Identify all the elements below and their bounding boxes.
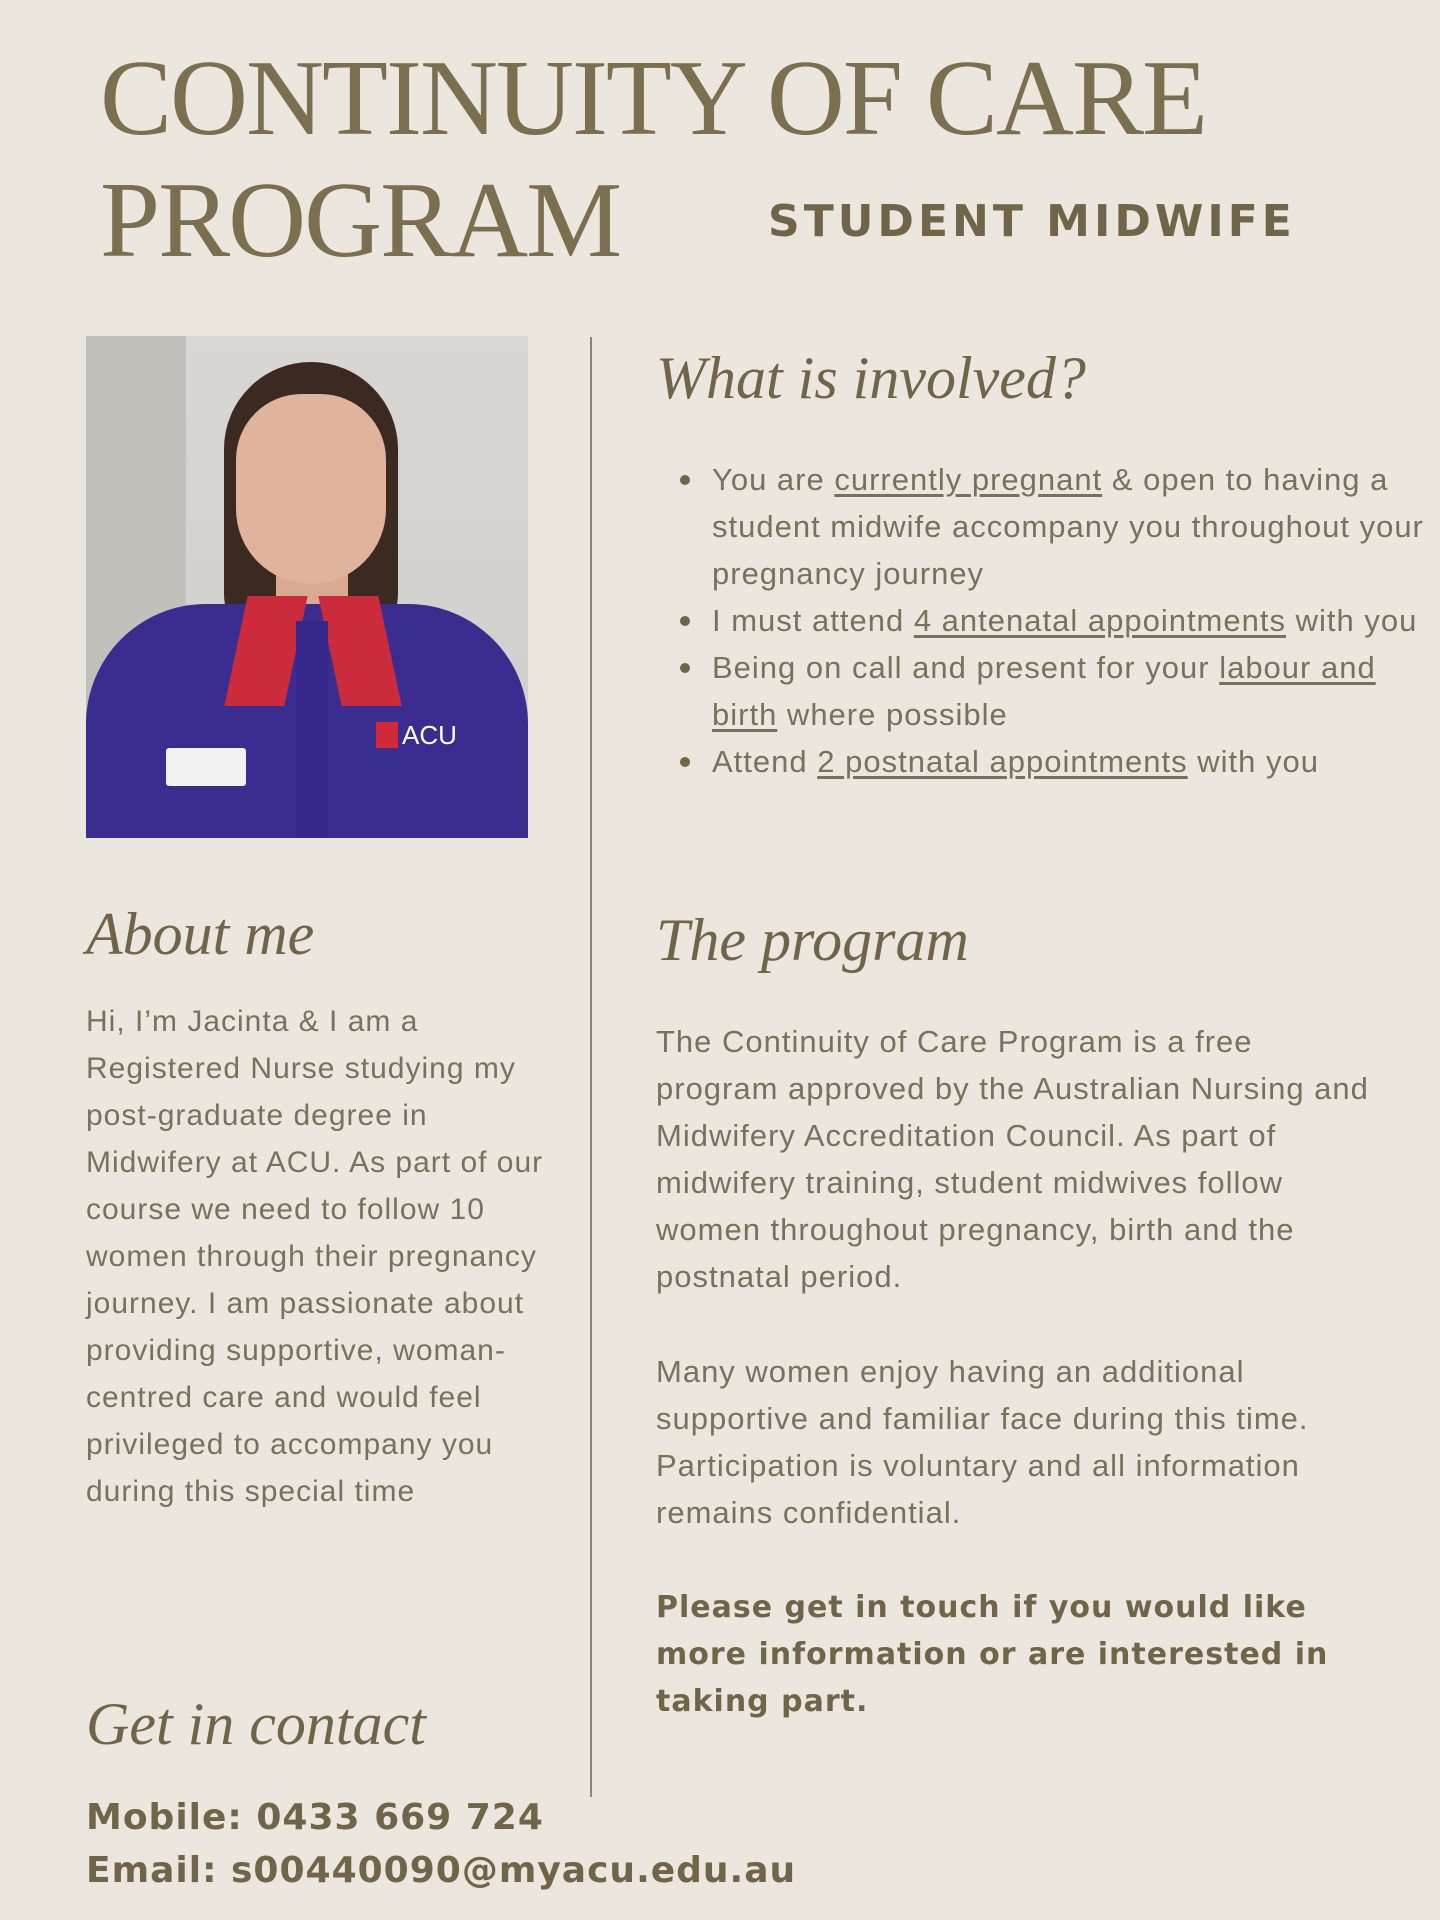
item-highlight: 4 antenatal appointments [913, 603, 1286, 638]
acu-logo-icon [376, 722, 398, 748]
list-item [712, 456, 1432, 597]
item-highlight: 2 postnatal appointments [817, 744, 1188, 779]
photo-face [236, 394, 386, 584]
program-paragraph-2: Many women enjoy having an additional supportive and familiar face during this time. Participation is voluntary and all information remains confidential. [656, 1354, 1309, 1530]
call-to-action: Please get in touch if you would like more information or are interested in taking part. [656, 1590, 1329, 1719]
contact-mobile: Mobile: 0433 669 724 [86, 1797, 544, 1838]
item-text: with you [1187, 744, 1319, 779]
title-line-2: PROGRAM [100, 161, 621, 280]
item-highlight: labour and birth [712, 650, 1376, 732]
item-text: & open to having a student midwife accompany you throughout your pregnancy journey [712, 462, 1424, 591]
contact-email: Email: s00440090@myacu.edu.au [86, 1850, 797, 1891]
involved-heading: What is involved? [656, 345, 1086, 411]
profile-photo [86, 336, 528, 838]
item-text: I must attend [712, 603, 914, 638]
contact-heading: Get in contact [86, 1691, 426, 1757]
list-item [712, 738, 1432, 785]
name-badge [166, 748, 246, 786]
involved-list [672, 456, 1432, 785]
about-text: Hi, I’m Jacinta & I am a Registered Nurse studying my post-graduate degree in Midwifery at ACU. As part of our course we need to follow 10 women through their pregnancy journey. I am passionate about providing supportive, woman-centred care and would feel privileged to accompany you during this special time [86, 1005, 544, 1508]
item-text: Attend [712, 744, 818, 779]
shirt-logo-text: ACU [402, 720, 457, 750]
subtitle: STUDENT MIDWIFE [768, 196, 1296, 247]
item-text: Being on call and present for your [712, 650, 1220, 685]
item-text: You are [712, 462, 835, 497]
list-item [712, 644, 1432, 738]
about-heading: About me [86, 901, 315, 967]
column-divider [590, 337, 592, 1797]
photo-placket [296, 621, 328, 838]
item-text: with you [1285, 603, 1418, 638]
list-item [712, 597, 1432, 644]
program-paragraph-1: The Continuity of Care Program is a free program approved by the Australian Nursing and Midwifery Accreditation Council. As part of midwifery training, student midwives follow women throughout pregnancy, birth and the postnatal period. [656, 1024, 1369, 1294]
title-line-1: CONTINUITY OF CARE [100, 39, 1206, 158]
item-highlight: currently pregnant [834, 462, 1103, 497]
item-text: where possible [777, 697, 1008, 732]
program-heading: The program [656, 907, 969, 973]
